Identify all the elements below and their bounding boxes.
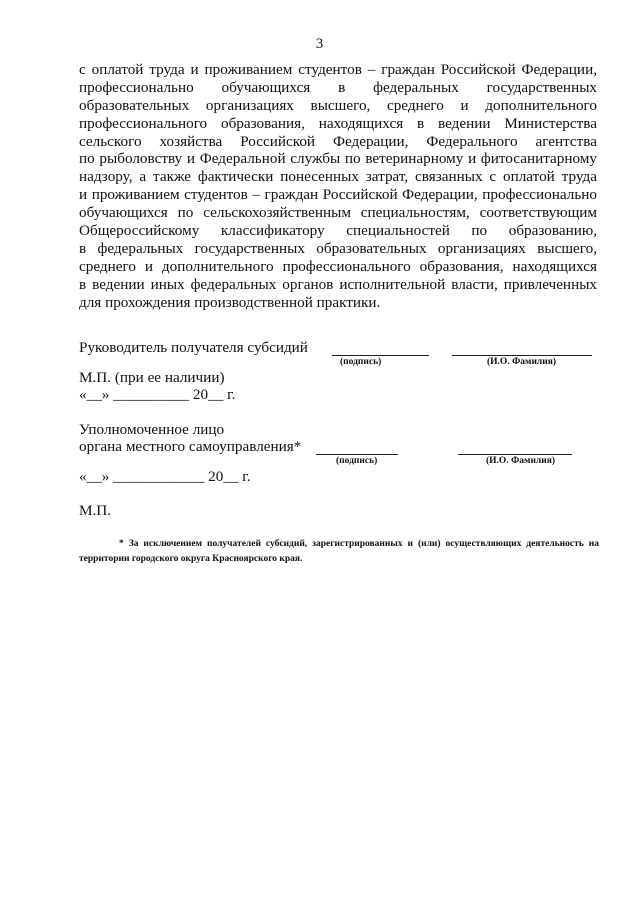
paragraph-line: образовательных организациях высшего, среднего и дополнительного xyxy=(79,96,597,114)
paragraph-line: Общероссийскому классификатору специальностей по образованию, xyxy=(79,222,597,240)
signature-line xyxy=(316,454,398,455)
paragraph-line: и проживанием студентов – граждан Российской Федерации, профессионально xyxy=(79,186,597,204)
name-caption: (И.О. Фамилия) xyxy=(486,456,556,466)
local-government-label: органа местного самоуправления* xyxy=(79,438,302,455)
date-line xyxy=(79,468,251,486)
stamp-label: М.П. xyxy=(79,502,112,519)
paragraph-line: профессионально обучающихся в федеральных государственных xyxy=(79,78,597,96)
stamp-label: М.П. (при ее наличии) xyxy=(79,369,225,386)
name-caption: (И.О. Фамилия) xyxy=(487,357,557,367)
footnote: * За исключением получателей субсидий, зарегистрированных и (или) осуществляющих деятельность на территории городского округа Красноярского края. xyxy=(79,539,599,564)
paragraph-line: в ведении иных федеральных органов исполнительной власти, привлеченных xyxy=(79,275,597,293)
date-month-blank: __________ xyxy=(113,386,190,403)
paragraph-line: обучающихся по сельскохозяйственным специальностям, соответствующим xyxy=(79,204,597,222)
date-line xyxy=(79,386,235,404)
date-day: «__» xyxy=(79,468,114,485)
paragraph-line: для прохождения производственной практики. xyxy=(79,293,381,311)
paragraph-line: сельского хозяйства Российской Федерации, Федерального агентства xyxy=(79,132,597,150)
paragraph-line: в федеральных государственных образовательных организациях высшего, xyxy=(79,239,597,257)
paragraph-line: с оплатой труда и проживанием студентов – граждан Российской Федерации, xyxy=(79,61,597,78)
page-number: 3 xyxy=(315,36,324,52)
paragraph-line: по рыболовству и Федеральной службы по ветеринарному и фитосанитарному xyxy=(79,150,597,168)
signature-caption: (подпись) xyxy=(340,357,382,367)
paragraph-line: профессионального образования, находящихся в ведении Министерства xyxy=(79,114,597,132)
paragraph-line: среднего и дополнительного профессионального образования, находящихся xyxy=(79,257,597,275)
date-year: 20__ г. xyxy=(189,386,236,403)
name-line xyxy=(458,454,572,455)
date-month-blank: ____________ xyxy=(113,468,205,485)
signature-line xyxy=(332,355,429,356)
recipient-head-label: Руководитель получателя субсидий xyxy=(79,339,308,356)
name-line xyxy=(452,355,592,356)
date-year: 20__ г. xyxy=(204,468,251,485)
paragraph-line: надзору, а также фактически понесенных затрат, связанных с оплатой труда xyxy=(79,168,597,186)
authorized-person-label: Уполномоченное лицо xyxy=(79,421,225,438)
date-day: «__» xyxy=(79,386,114,403)
body-paragraph xyxy=(79,61,597,311)
signature-caption: (подпись) xyxy=(336,456,378,466)
